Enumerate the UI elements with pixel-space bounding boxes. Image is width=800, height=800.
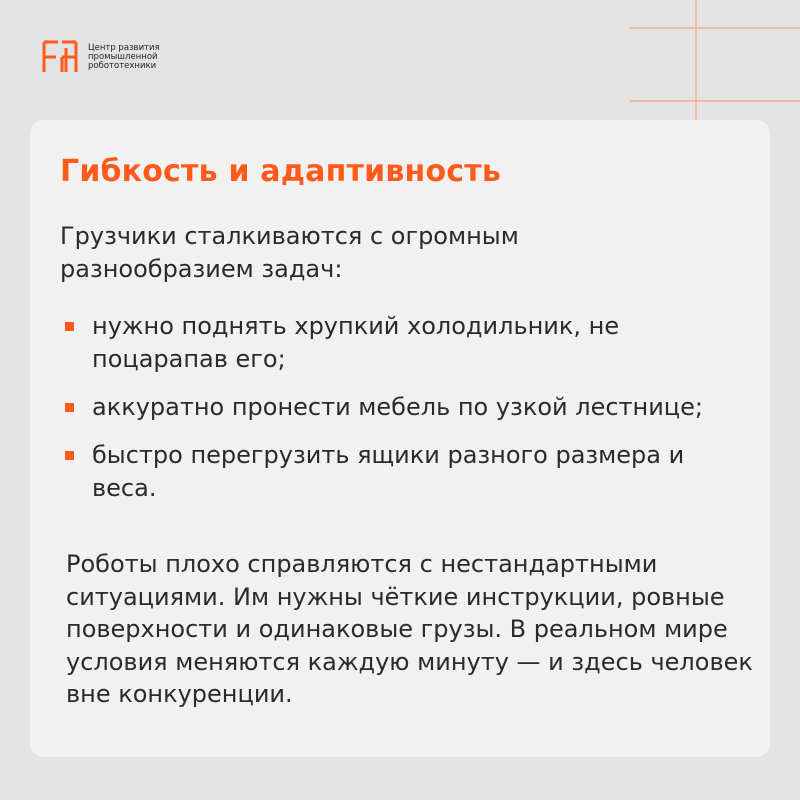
- task-list: [60, 310, 740, 520]
- bullet-square-icon: [65, 451, 74, 460]
- logo-line-1: Центр развития: [88, 42, 160, 53]
- logo-line-3: робототехники: [88, 60, 157, 71]
- intro-text: Грузчики сталкиваются с огромным разнообразием задач:: [60, 222, 519, 283]
- conclusion-text: Роботы плохо справляются с нестандартными ситуациями. Им нужны чёткие инструкции, ровные поверхности и одинаковые грузы. В реальном мире условия меняются каждую минуту — и здесь человек вне конкуренции.: [66, 550, 753, 708]
- bullet-square-icon: [65, 322, 74, 331]
- list-item-text: быстро перегрузить ящики разного размера и веса.: [92, 441, 685, 502]
- logo-line-2: промышленной: [88, 51, 158, 62]
- logo: [42, 40, 160, 74]
- bullet-square-icon: [65, 403, 74, 412]
- card-title: Гибкость и адаптивность: [60, 154, 502, 189]
- content-card: [30, 120, 770, 757]
- list-item: [60, 391, 740, 424]
- list-item: [60, 310, 740, 376]
- list-item-text: аккуратно пронести мебель по узкой лестнице;: [92, 393, 703, 421]
- list-item-text: нужно поднять хрупкий холодильник, не поцарапав его;: [92, 312, 620, 373]
- list-item: [60, 439, 740, 505]
- crr-logo-icon: [42, 40, 82, 74]
- logo-text: [88, 44, 160, 71]
